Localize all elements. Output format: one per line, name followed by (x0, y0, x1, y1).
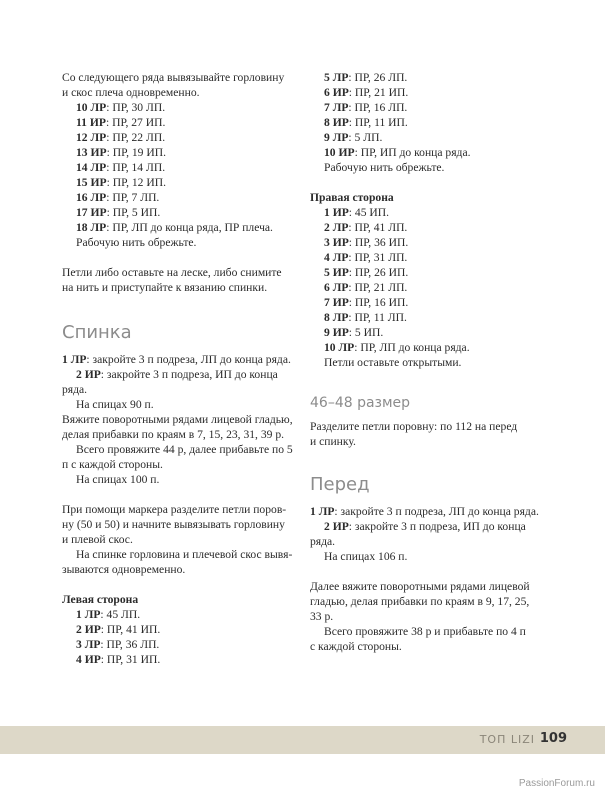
row-instruction (310, 265, 535, 280)
row-text: : ПР, ИП до конца ряда. (354, 146, 471, 159)
row-label: 7 ЛР (324, 101, 349, 114)
magazine-brand: ТОП LIZI (479, 733, 535, 746)
row-label: 5 ЛР (324, 71, 349, 84)
row-text: : ПР, 5 ИП. (106, 206, 161, 219)
section-heading-front: Перед (310, 474, 370, 495)
row-instruction (310, 205, 535, 220)
row-text: : ПР, 26 ЛП. (348, 71, 408, 84)
row-text: : ПР, 36 ЛП. (100, 638, 160, 651)
row-text: : закройте 3 п подреза, ЛП до конца ряда. (86, 353, 291, 366)
row-instruction (310, 235, 535, 250)
row-text: : закройте 3 п подреза, ИП до конца (348, 520, 526, 533)
row-text: : ПР, 31 ИП. (100, 653, 161, 666)
paragraph-line: делая прибавки по краям в 7, 15, 23, 31, 39 р. (62, 428, 285, 441)
row-label: 10 ЛР (324, 341, 355, 354)
row-text: : ПР, ЛП до конца ряда. (354, 341, 470, 354)
row-text: : ПР, 26 ИП. (348, 266, 409, 279)
section-heading-back: Спинка (62, 322, 132, 343)
paragraph-line: Далее вяжите поворотными рядами лицевой (310, 580, 530, 593)
row-instruction (310, 325, 535, 340)
row-text: : закройте 3 п подреза, ЛП до конца ряда. (334, 505, 539, 518)
row-text: : ПР, 22 ЛП. (106, 131, 166, 144)
paragraph-line: ряда. (310, 535, 336, 548)
row-label: 12 ЛР (76, 131, 107, 144)
subheading-left-side: Левая сторона (62, 593, 139, 606)
paragraph-line: и скос плеча одновременно. (62, 86, 200, 99)
row-label: 13 ИР (76, 146, 107, 159)
paragraph-line: На спицах 100 п. (76, 473, 160, 486)
paragraph-line: Петли либо оставьте на леске, либо снимите (62, 266, 282, 279)
paragraph-line: Всего провяжите 38 р и прибавьте по 4 п (324, 625, 526, 638)
row-label: 16 ЛР (76, 191, 107, 204)
row-label: 2 ИР (76, 368, 101, 381)
paragraph-line: гладью, делая прибавки по краям в 9, 17, 25, (310, 595, 530, 608)
paragraph-line: и плевой скос. (62, 533, 133, 546)
row-label: 7 ИР (324, 296, 349, 309)
row-label: 8 ЛР (324, 311, 349, 324)
row-label: 3 ЛР (76, 638, 101, 651)
row-text: : ПР, 11 ИП. (348, 116, 408, 129)
row-instruction (62, 220, 297, 235)
row-text: : ПР, 31 ЛП. (348, 251, 408, 264)
row-label: 8 ИР (324, 116, 349, 129)
row-instruction (62, 175, 297, 190)
row-text: : ПР, 16 ЛП. (348, 101, 408, 114)
paragraph-line: Вяжите поворотными рядами лицевой гладью, (62, 413, 293, 426)
row-text: : ПР, 11 ЛП. (348, 311, 407, 324)
paragraph-line: При помощи маркера разделите петли поров- (62, 503, 287, 516)
row-instruction (310, 310, 535, 325)
row-text: : 45 ИП. (348, 206, 390, 219)
row-label: 6 ЛР (324, 281, 349, 294)
paragraph-line: На спицах 90 п. (76, 398, 154, 411)
paragraph-line: 33 р. (310, 610, 334, 623)
paragraph-line: Рабочую нить обрежьте. (324, 161, 445, 174)
footer-band (0, 726, 605, 754)
row-text: : ПР, 16 ИП. (348, 296, 409, 309)
row-instruction (310, 504, 539, 519)
paragraph-line: ну (50 и 50) и начните вывязывать горловину (62, 518, 285, 531)
paragraph-line: п с каждой стороны. (62, 458, 163, 471)
paragraph-line: На спинке горловина и плечевой скос вывя- (76, 548, 293, 561)
row-instruction (310, 115, 535, 130)
row-label: 11 ИР (76, 116, 106, 129)
row-label: 2 ИР (76, 623, 101, 636)
row-instruction (310, 100, 535, 115)
row-text: : ПР, 7 ЛП. (106, 191, 160, 204)
paragraph-line: с каждой стороны. (310, 640, 402, 653)
row-instruction (310, 70, 535, 85)
row-instruction (310, 340, 535, 355)
paragraph-line: зываются одновременно. (62, 563, 186, 576)
row-text: : закройте 3 п подреза, ИП до конца (100, 368, 278, 381)
row-label: 3 ИР (324, 236, 349, 249)
row-instruction (310, 220, 535, 235)
row-instruction (310, 145, 535, 160)
row-label: 1 ЛР (76, 608, 101, 621)
row-instruction (62, 622, 297, 637)
row-label: 1 ЛР (310, 505, 335, 518)
row-instruction (310, 295, 535, 310)
paragraph-line: Всего провяжите 44 р, далее прибавьте по 5 (76, 443, 293, 456)
row-label: 15 ИР (76, 176, 107, 189)
paragraph-line: Разделите петли поровну: по 112 на перед (310, 420, 518, 433)
row-label: 4 ЛР (324, 251, 349, 264)
row-text: : ПР, 21 ЛП. (348, 281, 408, 294)
row-instruction (62, 145, 297, 160)
row-instruction (310, 519, 535, 534)
row-text: : 5 ИП. (348, 326, 384, 339)
row-instruction (310, 85, 535, 100)
paragraph-line: Со следующего ряда вывязывайте горловину (62, 71, 285, 84)
row-label: 10 ИР (324, 146, 355, 159)
paragraph-line: На спицах 106 п. (324, 550, 408, 563)
paragraph-line: ряда. (62, 383, 88, 396)
row-text: : ПР, 36 ИП. (348, 236, 409, 249)
row-instruction (62, 160, 297, 175)
row-text: : ПР, ЛП до конца ряда, ПР плеча. (106, 221, 273, 234)
row-label: 6 ИР (324, 86, 349, 99)
row-instruction (62, 607, 297, 622)
row-text: : 5 ЛП. (348, 131, 383, 144)
paragraph-line: и спинку. (310, 435, 356, 448)
watermark: PassionForum.ru (518, 778, 595, 789)
paragraph-line: Рабочую нить обрежьте. (76, 236, 197, 249)
row-text: : ПР, 27 ИП. (105, 116, 166, 129)
row-label: 9 ЛР (324, 131, 349, 144)
row-instruction (62, 130, 297, 145)
row-text: : ПР, 30 ЛП. (106, 101, 166, 114)
row-label: 18 ЛР (76, 221, 107, 234)
row-label: 10 ЛР (76, 101, 107, 114)
row-instruction (62, 115, 297, 130)
row-instruction (62, 637, 297, 652)
row-instruction (62, 352, 297, 367)
right-column (310, 70, 539, 654)
row-instruction (310, 280, 535, 295)
row-label: 17 ИР (76, 206, 107, 219)
row-instruction (62, 100, 297, 115)
row-instruction (310, 130, 535, 145)
row-label: 9 ИР (324, 326, 349, 339)
row-text: : ПР, 14 ЛП. (106, 161, 166, 174)
row-label: 2 ЛР (324, 221, 349, 234)
row-text: : ПР, 41 ИП. (100, 623, 161, 636)
row-label: 1 ИР (324, 206, 349, 219)
row-instruction (310, 250, 535, 265)
section-heading-size: 46–48 размер (310, 395, 411, 411)
row-text: : ПР, 19 ИП. (106, 146, 167, 159)
row-text: : ПР, 12 ИП. (106, 176, 167, 189)
row-label: 5 ИР (324, 266, 349, 279)
paragraph-line: на нить и приступайте к вязанию спинки. (62, 281, 268, 294)
row-instruction (62, 652, 297, 667)
subheading-right-side: Правая сторона (310, 191, 394, 204)
row-text: : ПР, 21 ИП. (348, 86, 409, 99)
row-instruction (62, 190, 297, 205)
page-number: 109 (539, 731, 567, 746)
row-text: : 45 ЛП. (100, 608, 141, 621)
row-text: : ПР, 41 ЛП. (348, 221, 408, 234)
row-label: 4 ИР (76, 653, 101, 666)
paragraph-line: Петли оставьте открытыми. (324, 356, 462, 369)
row-label: 1 ЛР (62, 353, 87, 366)
row-instruction (62, 367, 297, 382)
row-label: 2 ИР (324, 520, 349, 533)
left-column (62, 70, 297, 667)
row-label: 14 ЛР (76, 161, 107, 174)
row-instruction (62, 205, 297, 220)
